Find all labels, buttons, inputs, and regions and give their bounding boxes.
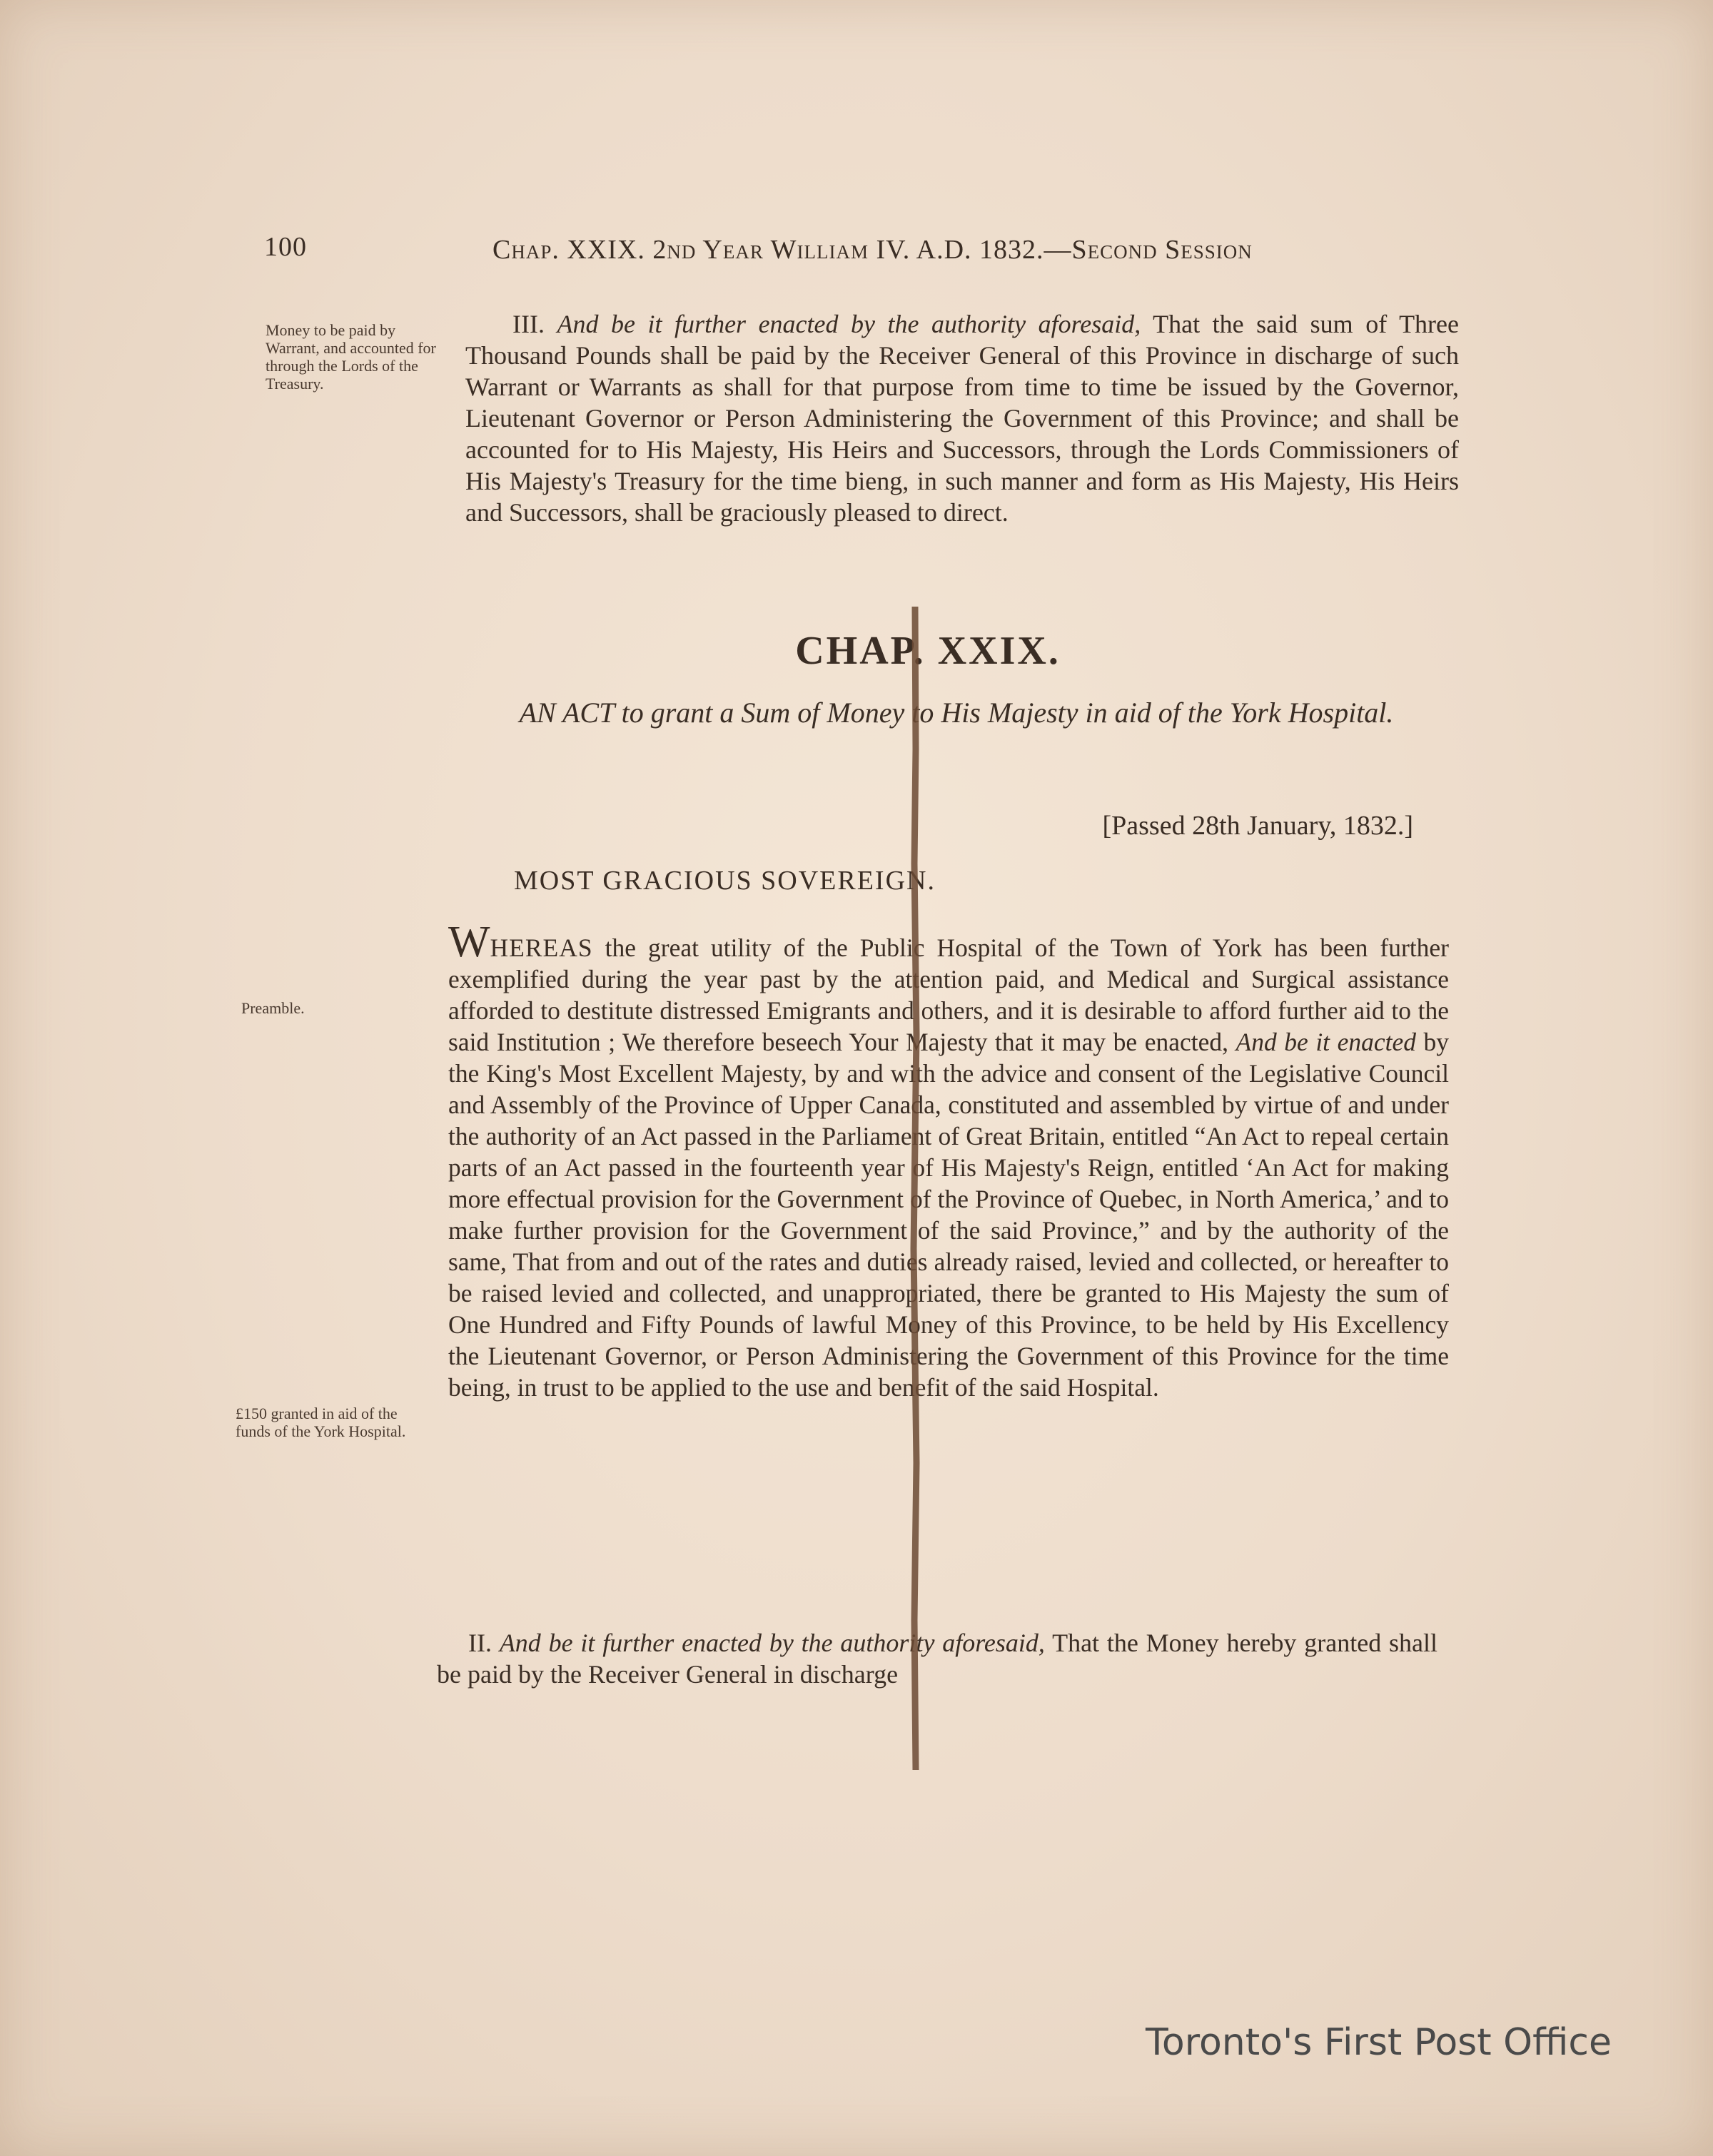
section-3-paragraph <box>465 308 1459 528</box>
drop-cap: W <box>448 918 490 966</box>
page-number: 100 <box>264 232 307 262</box>
tear-stain-mark <box>908 607 922 1770</box>
preamble-lead: HEREAS <box>490 933 593 962</box>
page-header <box>264 228 1463 271</box>
preamble-body-1: the great utility of the Public Hospital of the Town of York has been further exemplified during the year past by the attention paid, and Medical and Surgical assistance afforded to destitute distressed Emigrants and others, and it is desirable to afford further aid to the said Institution ; We therefore beseech Your Majesty that it may be enacted, <box>448 933 1450 1056</box>
chapter-title: CHAP. XXIX. <box>795 629 1061 673</box>
side-note-preamble: Preamble. <box>241 999 305 1017</box>
section-2-numeral: II. <box>468 1629 492 1657</box>
side-note-grant: £150 granted in aid of the funds of the York Hospital. <box>236 1405 406 1440</box>
salutation: MOST GRACIOUS SOVEREIGN. <box>514 866 936 896</box>
section-3-numeral: III. <box>512 310 545 338</box>
section-3-body: That the said sum of Three Thousand Pounds shall be paid by the Receiver General of this Province in discharge of such Warrant or Warrants as shall for that purpose from time to time be issued by the Governor, Lieutenant Governor or Person Administering the Government of this Province; and shall be accounted for to His Majesty, His Heirs and Successors, through the Lords Commissioners of His Majesty's Treasury for the time bieng, in such manner and form as His Majesty, His Heirs and Successors, shall be graciously pleased to direct. <box>465 310 1460 527</box>
section-2-enacting-clause: And be it further enacted by the authority aforesaid, <box>499 1629 1045 1657</box>
section-2-paragraph <box>437 1627 1437 1690</box>
preamble-paragraph <box>448 918 1450 1403</box>
watermark-text: Toronto's First Post Office <box>1146 2021 1612 2064</box>
preamble-enacting-clause: And be it enacted <box>1236 1028 1416 1056</box>
preamble-body-2: by the King's Most Excellent Majesty, by and with the advice and consent of the Legislative Council and Assembly of the Province of Upper Canada, constituted and assembled by virtue of and under the authority of an Act passed in the Parliament of Great Britain, entitled “An Act to repeal certain parts of an Act passed in the fourteenth year of His Majesty's Reign, entitled ‘An Act for making more effectual provision for the Government of the Province of Quebec, in North America,’ and to make further provision for the Government of the said Province,” and by the authority of the same, That from and out of the rates and duties already raised, levied and collected, or hereafter to be raised levied and collected, and unappropriated, there be granted to His Majesty the sum of One Hundred and Fifty Pounds of lawful Money of this Province, to be held by His Excellency the Lieutenant Governor, or Person Administering the Government of this Province for the time being, in trust to be applied to the use and benefit of the said Hospital. <box>448 1028 1450 1402</box>
side-note-warrant: Money to be paid by Warrant, and accounted for through the Lords of the Treasury. <box>266 321 436 393</box>
section-2-body: That the Money hereby granted shall be paid by the Receiver General in discharge <box>437 1629 1438 1689</box>
passed-date: [Passed 28th January, 1832.] <box>1102 811 1413 841</box>
section-3-enacting-clause: And be it further enacted by the authority aforesaid, <box>557 310 1141 338</box>
act-title: AN ACT to grant a Sum of Money to His Majesty in aid of the York Hospital. <box>519 697 1394 729</box>
running-head: Chap. XXIX. 2nd Year William IV. A.D. 1832.—Second Session <box>492 235 1253 265</box>
